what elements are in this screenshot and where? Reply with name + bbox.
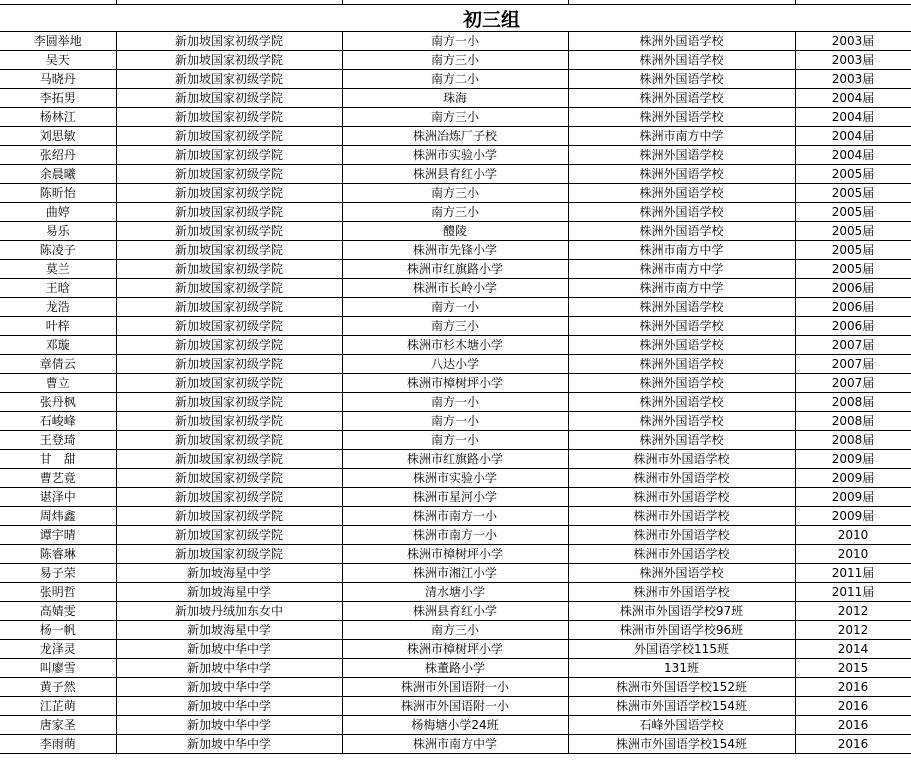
graduation-class-cell: 2015 xyxy=(795,659,911,678)
table-row xyxy=(0,32,911,51)
graduation-class-cell: 2009届 xyxy=(795,450,911,469)
table-row xyxy=(0,70,911,89)
primary-school-cell: 株洲市外国语附一小 xyxy=(342,697,568,716)
current-school-cell: 新加坡中华中学 xyxy=(116,735,342,754)
middle-school-cell: 株洲市外国语学校 xyxy=(568,583,795,602)
table-row xyxy=(0,51,911,70)
primary-school-cell: 株洲市实验小学 xyxy=(342,469,568,488)
table-row xyxy=(0,184,911,203)
primary-school-cell: 杨梅塘小学24班 xyxy=(342,716,568,735)
current-school-cell: 新加坡国家初级学院 xyxy=(116,412,342,431)
middle-school-cell: 株洲市外国语学校 xyxy=(568,545,795,564)
middle-school-cell: 株洲市外国语学校 xyxy=(568,507,795,526)
current-school-cell: 新加坡国家初级学院 xyxy=(116,146,342,165)
roster-body xyxy=(0,32,911,754)
student-name-cell: 曹艺竟 xyxy=(0,469,116,488)
graduation-class-cell: 2008届 xyxy=(795,412,911,431)
student-name-cell: 李拓男 xyxy=(0,89,116,108)
graduation-class-cell: 2004届 xyxy=(795,127,911,146)
graduation-class-cell: 2008届 xyxy=(795,393,911,412)
student-name-cell: 龙浩 xyxy=(0,298,116,317)
graduation-class-cell: 2009届 xyxy=(795,488,911,507)
primary-school-cell: 株洲市先锋小学 xyxy=(342,241,568,260)
primary-school-cell: 株洲冶炼厂子校 xyxy=(342,127,568,146)
table-row xyxy=(0,279,911,298)
current-school-cell: 新加坡国家初级学院 xyxy=(116,89,342,108)
student-name-cell: 龙泽灵 xyxy=(0,640,116,659)
middle-school-cell: 株洲外国语学校 xyxy=(568,431,795,450)
middle-school-cell: 株洲外国语学校 xyxy=(568,203,795,222)
middle-school-cell: 株洲外国语学校 xyxy=(568,184,795,203)
graduation-class-cell: 2006届 xyxy=(795,317,911,336)
graduation-class-cell: 2014 xyxy=(795,640,911,659)
graduation-class-cell: 2004届 xyxy=(795,146,911,165)
primary-school-cell: 南方三小 xyxy=(342,108,568,127)
middle-school-cell: 株洲外国语学校 xyxy=(568,89,795,108)
table-row xyxy=(0,260,911,279)
primary-school-cell: 南方一小 xyxy=(342,32,568,51)
middle-school-cell: 石峰外国语学校 xyxy=(568,716,795,735)
table-row xyxy=(0,621,911,640)
current-school-cell: 新加坡国家初级学院 xyxy=(116,507,342,526)
primary-school-cell: 株洲市湘江小学 xyxy=(342,564,568,583)
middle-school-cell: 株洲市外国语学校96班 xyxy=(568,621,795,640)
graduation-class-cell: 2005届 xyxy=(795,241,911,260)
current-school-cell: 新加坡国家初级学院 xyxy=(116,127,342,146)
current-school-cell: 新加坡国家初级学院 xyxy=(116,393,342,412)
student-name-cell: 余晨曦 xyxy=(0,165,116,184)
table-row xyxy=(0,317,911,336)
middle-school-cell: 株洲市外国语学校 xyxy=(568,488,795,507)
current-school-cell: 新加坡国家初级学院 xyxy=(116,317,342,336)
middle-school-cell: 株洲外国语学校 xyxy=(568,51,795,70)
table-row xyxy=(0,640,911,659)
student-name-cell: 邓璇 xyxy=(0,336,116,355)
student-name-cell: 陈睿琳 xyxy=(0,545,116,564)
table-row xyxy=(0,450,911,469)
table-row xyxy=(0,564,911,583)
current-school-cell: 新加坡中华中学 xyxy=(116,678,342,697)
current-school-cell: 新加坡中华中学 xyxy=(116,716,342,735)
middle-school-cell: 株洲外国语学校 xyxy=(568,70,795,89)
current-school-cell: 新加坡中华中学 xyxy=(116,640,342,659)
table-row xyxy=(0,165,911,184)
table-row xyxy=(0,355,911,374)
primary-school-cell: 株洲市樟树坪小学 xyxy=(342,640,568,659)
primary-school-cell: 株洲市樟树坪小学 xyxy=(342,545,568,564)
middle-school-cell: 株洲外国语学校 xyxy=(568,146,795,165)
middle-school-cell: 株洲市南方中学 xyxy=(568,260,795,279)
table-row xyxy=(0,697,911,716)
table-row xyxy=(0,431,911,450)
graduation-class-cell: 2010 xyxy=(795,526,911,545)
graduation-class-cell: 2011届 xyxy=(795,564,911,583)
graduation-class-cell: 2003届 xyxy=(795,32,911,51)
current-school-cell: 新加坡国家初级学院 xyxy=(116,70,342,89)
current-school-cell: 新加坡国家初级学院 xyxy=(116,108,342,127)
current-school-cell: 新加坡中华中学 xyxy=(116,697,342,716)
table-row xyxy=(0,602,911,621)
primary-school-cell: 八达小学 xyxy=(342,355,568,374)
primary-school-cell: 南方三小 xyxy=(342,51,568,70)
graduation-class-cell: 2007届 xyxy=(795,374,911,393)
current-school-cell: 新加坡海星中学 xyxy=(116,564,342,583)
table-row xyxy=(0,374,911,393)
section-title: 初三组 xyxy=(462,8,520,31)
current-school-cell: 新加坡国家初级学院 xyxy=(116,51,342,70)
graduation-class-cell: 2005届 xyxy=(795,203,911,222)
middle-school-cell: 株洲市外国语学校 xyxy=(568,469,795,488)
graduation-class-cell: 2005届 xyxy=(795,165,911,184)
middle-school-cell: 株洲外国语学校 xyxy=(568,336,795,355)
graduation-class-cell: 2012 xyxy=(795,602,911,621)
primary-school-cell: 南方一小 xyxy=(342,393,568,412)
current-school-cell: 新加坡国家初级学院 xyxy=(116,298,342,317)
current-school-cell: 新加坡国家初级学院 xyxy=(116,450,342,469)
table-row xyxy=(0,545,911,564)
graduation-class-cell: 2005届 xyxy=(795,260,911,279)
current-school-cell: 新加坡国家初级学院 xyxy=(116,336,342,355)
table-row xyxy=(0,393,911,412)
primary-school-cell: 株洲市实验小学 xyxy=(342,146,568,165)
student-name-cell: 周炜鑫 xyxy=(0,507,116,526)
primary-school-cell: 清水塘小学 xyxy=(342,583,568,602)
primary-school-cell: 株洲市星河小学 xyxy=(342,488,568,507)
graduation-class-cell: 2011届 xyxy=(795,583,911,602)
table-row xyxy=(0,716,911,735)
student-name-cell: 李圆举地 xyxy=(0,32,116,51)
table-row xyxy=(0,89,911,108)
student-name-cell: 易乐 xyxy=(0,222,116,241)
student-name-cell: 高婧雯 xyxy=(0,602,116,621)
current-school-cell: 新加坡国家初级学院 xyxy=(116,279,342,298)
current-school-cell: 新加坡国家初级学院 xyxy=(116,545,342,564)
graduation-class-cell: 2003届 xyxy=(795,51,911,70)
table-row xyxy=(0,583,911,602)
student-name-cell: 吴天 xyxy=(0,51,116,70)
table-row xyxy=(0,678,911,697)
current-school-cell: 新加坡丹绒加东女中 xyxy=(116,602,342,621)
table-row xyxy=(0,108,911,127)
student-name-cell: 甘 甜 xyxy=(0,450,116,469)
table-row xyxy=(0,659,911,678)
middle-school-cell: 株洲市南方中学 xyxy=(568,127,795,146)
student-name-cell: 叫廖雪 xyxy=(0,659,116,678)
student-name-cell: 王登琦 xyxy=(0,431,116,450)
current-school-cell: 新加坡国家初级学院 xyxy=(116,260,342,279)
middle-school-cell: 株洲外国语学校 xyxy=(568,412,795,431)
middle-school-cell: 株洲市外国语学校 xyxy=(568,450,795,469)
student-name-cell: 张丹枫 xyxy=(0,393,116,412)
student-name-cell: 谌泽中 xyxy=(0,488,116,507)
graduation-class-cell: 2009届 xyxy=(795,469,911,488)
primary-school-cell: 南方三小 xyxy=(342,317,568,336)
middle-school-cell: 株洲外国语学校 xyxy=(568,317,795,336)
table-row xyxy=(0,298,911,317)
graduation-class-cell: 2007届 xyxy=(795,355,911,374)
current-school-cell: 新加坡国家初级学院 xyxy=(116,184,342,203)
middle-school-cell: 株洲外国语学校 xyxy=(568,374,795,393)
graduation-class-cell: 2008届 xyxy=(795,431,911,450)
current-school-cell: 新加坡国家初级学院 xyxy=(116,241,342,260)
student-name-cell: 马晓丹 xyxy=(0,70,116,89)
middle-school-cell: 株洲市外国语学校 xyxy=(568,526,795,545)
primary-school-cell: 株洲市红旗路小学 xyxy=(342,450,568,469)
student-name-cell: 莫兰 xyxy=(0,260,116,279)
primary-school-cell: 珠海 xyxy=(342,89,568,108)
student-name-cell: 杨林江 xyxy=(0,108,116,127)
graduation-class-cell: 2004届 xyxy=(795,89,911,108)
section-title-row xyxy=(0,5,911,32)
student-name-cell: 曹立 xyxy=(0,374,116,393)
primary-school-cell: 南方三小 xyxy=(342,184,568,203)
middle-school-cell: 株洲市外国语学校154班 xyxy=(568,735,795,754)
middle-school-cell: 株洲外国语学校 xyxy=(568,165,795,184)
primary-school-cell: 株洲市南方中学 xyxy=(342,735,568,754)
table-row xyxy=(0,488,911,507)
student-name-cell: 王晗 xyxy=(0,279,116,298)
middle-school-cell: 株洲市南方中学 xyxy=(568,279,795,298)
primary-school-cell: 南方三小 xyxy=(342,203,568,222)
table-row xyxy=(0,203,911,222)
current-school-cell: 新加坡国家初级学院 xyxy=(116,165,342,184)
graduation-class-cell: 2004届 xyxy=(795,108,911,127)
graduation-class-cell: 2007届 xyxy=(795,336,911,355)
primary-school-cell: 南方一小 xyxy=(342,412,568,431)
student-name-cell: 刘思敏 xyxy=(0,127,116,146)
student-name-cell: 陈昕怡 xyxy=(0,184,116,203)
roster-table xyxy=(0,32,911,754)
primary-school-cell: 株洲市南方一小 xyxy=(342,526,568,545)
primary-school-cell: 株洲市樟树坪小学 xyxy=(342,374,568,393)
table-row xyxy=(0,507,911,526)
current-school-cell: 新加坡国家初级学院 xyxy=(116,526,342,545)
current-school-cell: 新加坡国家初级学院 xyxy=(116,32,342,51)
student-name-cell: 张明哲 xyxy=(0,583,116,602)
current-school-cell: 新加坡国家初级学院 xyxy=(116,374,342,393)
primary-school-cell: 南方二小 xyxy=(342,70,568,89)
primary-school-cell: 株洲市长岭小学 xyxy=(342,279,568,298)
current-school-cell: 新加坡海星中学 xyxy=(116,583,342,602)
current-school-cell: 新加坡国家初级学院 xyxy=(116,488,342,507)
table-row xyxy=(0,526,911,545)
graduation-class-cell: 2005届 xyxy=(795,222,911,241)
middle-school-cell: 株洲外国语学校 xyxy=(568,355,795,374)
middle-school-cell: 株洲外国语学校 xyxy=(568,222,795,241)
primary-school-cell: 株洲县育红小学 xyxy=(342,602,568,621)
student-name-cell: 曲婷 xyxy=(0,203,116,222)
primary-school-cell: 南方一小 xyxy=(342,431,568,450)
table-row xyxy=(0,146,911,165)
middle-school-cell: 外国语学校115班 xyxy=(568,640,795,659)
student-name-cell: 张绍丹 xyxy=(0,146,116,165)
primary-school-cell: 株洲市杉木塘小学 xyxy=(342,336,568,355)
primary-school-cell: 株洲县育红小学 xyxy=(342,165,568,184)
table-row xyxy=(0,127,911,146)
student-name-cell: 李雨萌 xyxy=(0,735,116,754)
middle-school-cell: 株洲市外国语学校154班 xyxy=(568,697,795,716)
current-school-cell: 新加坡国家初级学院 xyxy=(116,431,342,450)
table-row xyxy=(0,735,911,754)
student-name-cell: 黄子然 xyxy=(0,678,116,697)
middle-school-cell: 131班 xyxy=(568,659,795,678)
graduation-class-cell: 2016 xyxy=(795,716,911,735)
middle-school-cell: 株洲外国语学校 xyxy=(568,298,795,317)
primary-school-cell: 醴陵 xyxy=(342,222,568,241)
middle-school-cell: 株洲外国语学校 xyxy=(568,108,795,127)
table-row xyxy=(0,412,911,431)
current-school-cell: 新加坡海星中学 xyxy=(116,621,342,640)
student-name-cell: 陈凌子 xyxy=(0,241,116,260)
student-name-cell: 叶梓 xyxy=(0,317,116,336)
student-name-cell: 江芷萌 xyxy=(0,697,116,716)
primary-school-cell: 株洲市红旗路小学 xyxy=(342,260,568,279)
graduation-class-cell: 2006届 xyxy=(795,279,911,298)
student-name-cell: 谭宇晴 xyxy=(0,526,116,545)
student-name-cell: 石峻峰 xyxy=(0,412,116,431)
graduation-class-cell: 2016 xyxy=(795,697,911,716)
primary-school-cell: 株洲市南方一小 xyxy=(342,507,568,526)
primary-school-cell: 南方一小 xyxy=(342,298,568,317)
student-name-cell: 杨一帆 xyxy=(0,621,116,640)
student-name-cell: 易子荣 xyxy=(0,564,116,583)
current-school-cell: 新加坡国家初级学院 xyxy=(116,355,342,374)
graduation-class-cell: 2016 xyxy=(795,735,911,754)
middle-school-cell: 株洲市南方中学 xyxy=(568,241,795,260)
middle-school-cell: 株洲外国语学校 xyxy=(568,564,795,583)
current-school-cell: 新加坡国家初级学院 xyxy=(116,203,342,222)
student-name-cell: 章倩云 xyxy=(0,355,116,374)
middle-school-cell: 株洲市外国语学校152班 xyxy=(568,678,795,697)
middle-school-cell: 株洲外国语学校 xyxy=(568,32,795,51)
table-row xyxy=(0,241,911,260)
graduation-class-cell: 2012 xyxy=(795,621,911,640)
current-school-cell: 新加坡国家初级学院 xyxy=(116,469,342,488)
graduation-class-cell: 2003届 xyxy=(795,70,911,89)
middle-school-cell: 株洲外国语学校 xyxy=(568,393,795,412)
middle-school-cell: 株洲市外国语学校97班 xyxy=(568,602,795,621)
graduation-class-cell: 2016 xyxy=(795,678,911,697)
graduation-class-cell: 2006届 xyxy=(795,298,911,317)
current-school-cell: 新加坡中华中学 xyxy=(116,659,342,678)
primary-school-cell: 株洲市外国语附一小 xyxy=(342,678,568,697)
table-row xyxy=(0,222,911,241)
table-row xyxy=(0,336,911,355)
student-name-cell: 唐家圣 xyxy=(0,716,116,735)
current-school-cell: 新加坡国家初级学院 xyxy=(116,222,342,241)
graduation-class-cell: 2009届 xyxy=(795,507,911,526)
table-row xyxy=(0,469,911,488)
graduation-class-cell: 2010 xyxy=(795,545,911,564)
graduation-class-cell: 2005届 xyxy=(795,184,911,203)
primary-school-cell: 株董路小学 xyxy=(342,659,568,678)
primary-school-cell: 南方三小 xyxy=(342,621,568,640)
